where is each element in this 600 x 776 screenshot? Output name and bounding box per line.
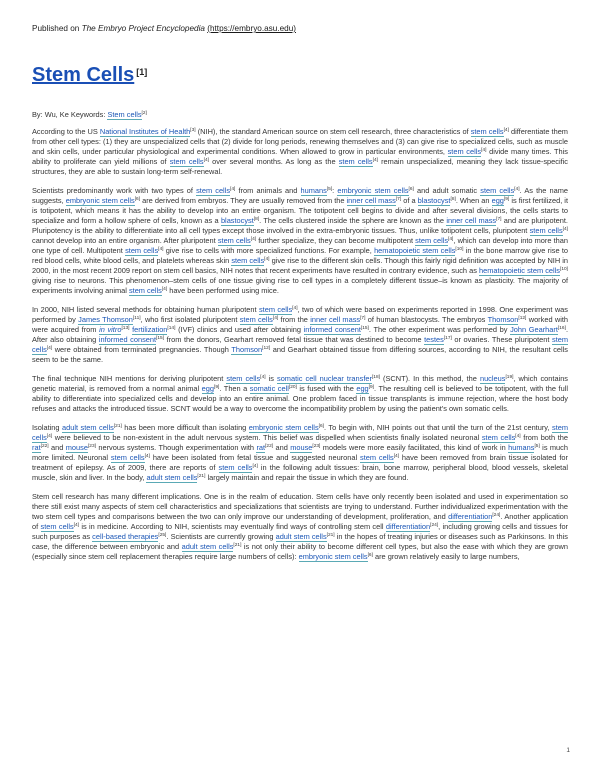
inline-link[interactable]: stem cells xyxy=(481,433,516,442)
text-run: has been more difficult than isolating xyxy=(121,423,249,432)
text-run: , two of which were based on experiments reported in 1998. One experiment was performed by xyxy=(32,305,568,324)
text-run: is xyxy=(265,374,277,383)
inline-link[interactable]: rat xyxy=(256,443,266,452)
text-run: . When an xyxy=(455,196,492,205)
reference-marker: [16] xyxy=(557,326,566,331)
text-run: differentiate them from other cell types: (1) they are unspecialized cells that (2) divide for long periods, renewing themselves and (3) can give rise to specialized cells, such as muscle and skin cells, under particular physiological and experimental conditions. When allowed to grow in particular environments, xyxy=(32,127,568,156)
text-run: divide many times. This ability to proliferate can yield millions of xyxy=(32,147,568,166)
text-run: in the bone marrow give rise to red blood cells, white blood cells, and platelets whereas skin xyxy=(32,246,568,265)
text-run: (IVF) clinics and used after obtaining xyxy=(175,325,304,334)
text-run: . The resulting cell is believed to be totipotent, with the full ability to differentiate into specialized cells and develop into an entire animal. One problem faced in tissue transplants is immune rejection, where the host body refuses and attacks the introduced tissue. SCNT would be a way to overcome the incompatibility problem by using the patient's own somatic cells. xyxy=(32,384,568,413)
reference-marker: [19] xyxy=(505,375,514,380)
keyword-link[interactable]: Stem cells xyxy=(107,110,142,119)
paragraph xyxy=(32,127,568,177)
inline-link[interactable]: in vitro xyxy=(99,325,122,334)
text-run: have been performed using mice. xyxy=(167,286,279,295)
reference-marker: [6] xyxy=(318,424,324,429)
text-run: have been removed from brain tissue isolated for treatment of epilepsy. As of 2009, there are reports of xyxy=(32,453,568,472)
inline-link[interactable]: James Thomson xyxy=(78,315,133,324)
inline-link[interactable]: Thomson xyxy=(231,345,263,354)
text-run: The final technique NIH mentions for deriving pluripotent xyxy=(32,374,227,383)
text-run: give rise to cells with more specialized functions. For example, xyxy=(163,246,375,255)
inline-link[interactable]: John Gearhart xyxy=(510,325,558,334)
reference-marker: [24] xyxy=(492,513,501,518)
reference-marker: [4] xyxy=(252,464,258,469)
text-run: is first fertilized, it is totipotent, which means it has the ability to develop into an entire organism. The totipotent cell begins to divide and after several divisions, the cells starts to specialize and form a hollow sphere of cells, known as a xyxy=(32,196,568,225)
inline-link[interactable]: rat xyxy=(32,443,41,452)
text-run: largely maintain and repair the tissue in which they are found. xyxy=(205,473,409,482)
reference-marker: [4] xyxy=(515,434,521,439)
reference-marker: [23] xyxy=(87,444,96,449)
reference-marker: [4] xyxy=(46,346,53,351)
inline-link[interactable]: stem cells xyxy=(125,246,159,255)
inline-link[interactable]: inner cell mass xyxy=(346,196,396,205)
inline-link[interactable]: embryonic stem cells xyxy=(65,196,135,205)
publication-name: The Embryo Project Encyclopedia xyxy=(81,24,205,33)
inline-link[interactable]: stem cells xyxy=(32,423,569,442)
inline-link[interactable]: mouse xyxy=(65,443,88,452)
inline-link[interactable]: egg xyxy=(491,196,504,205)
inline-link[interactable]: nucleus xyxy=(479,374,506,383)
reference-marker: [4] xyxy=(292,306,298,311)
page-title[interactable]: Stem Cells xyxy=(32,64,135,86)
reference-marker: [8] xyxy=(253,217,260,222)
reference-marker: [15] xyxy=(156,336,165,341)
reference-marker: [10] xyxy=(455,247,464,252)
reference-marker: [4] xyxy=(372,158,378,163)
reference-marker: [21] xyxy=(197,474,206,479)
text-run: , who first isolated pluripotent xyxy=(140,315,240,324)
text-run: and are pluripotent. Pluripotency is the ability to differentiate into all cell types except those involved in the extra-embryonic tissues. Thus, unlike totipotent cells, pluripotent xyxy=(32,216,568,235)
reference-marker: [10] xyxy=(559,267,568,272)
reference-marker: [22] xyxy=(40,444,49,449)
reference-marker: [21] xyxy=(326,533,335,538)
reference-marker: [25] xyxy=(158,533,167,538)
inline-link[interactable]: stem cells xyxy=(110,453,145,462)
reference-marker: [8] xyxy=(450,197,456,202)
title-row xyxy=(32,64,147,87)
reference-marker: [4] xyxy=(481,148,487,153)
inline-link[interactable]: adult stem cells xyxy=(181,542,234,551)
inline-link[interactable]: inner cell mass xyxy=(446,216,497,225)
text-run: or ovaries. These pluripotent xyxy=(451,335,552,344)
reference-marker: [4] xyxy=(264,257,270,262)
reference-marker: [11] xyxy=(132,316,141,321)
reference-marker: [3] xyxy=(190,128,196,133)
reference-marker: [4] xyxy=(203,158,209,163)
inline-link[interactable]: adult stem cells xyxy=(146,473,198,482)
inline-link[interactable]: blastocyst xyxy=(220,216,254,225)
text-run: nervous systems. Though experimentation with xyxy=(95,443,257,452)
text-run: . The cells clustered inside the sphere are known as the xyxy=(259,216,447,225)
inline-link[interactable]: fertilization xyxy=(132,325,168,334)
inline-link[interactable]: National Institutes of Health xyxy=(99,127,191,136)
reference-marker: [4] xyxy=(161,287,168,292)
reference-marker: [21] xyxy=(113,424,122,429)
inline-link[interactable]: hematopoietic stem cells xyxy=(478,266,560,275)
text-run: are derived from embryos. They are usually removed from the xyxy=(140,196,347,205)
reference-marker: [20] xyxy=(288,385,297,390)
text-run: from the donors, Gearhart removed fetal tissue that was destined to become xyxy=(164,335,425,344)
text-run: , which contains genetic material, is removed from a normal animal xyxy=(32,374,569,393)
text-run: over several months. As long as the xyxy=(208,157,339,166)
inline-link[interactable]: testes xyxy=(424,335,444,344)
reference-marker: [9] xyxy=(214,385,220,390)
text-run: According to the US xyxy=(32,127,100,136)
inline-link[interactable]: somatic cell nuclear transfer xyxy=(277,374,372,383)
inline-link[interactable]: egg xyxy=(356,384,369,393)
inline-link[interactable]: stem cells xyxy=(128,286,162,295)
byline xyxy=(32,110,147,119)
reference-marker: [15] xyxy=(360,326,369,331)
reference-marker: [5] xyxy=(534,444,540,449)
inline-link[interactable]: stem cells xyxy=(360,453,394,462)
reference-marker: [14] xyxy=(167,326,176,331)
text-run: is in medicine. According to NIH, scientists may eventually find ways of controlling stem cell xyxy=(79,522,386,531)
text-run: Isolating xyxy=(32,423,63,432)
text-run: in the following adult tissues: brain, bone marrow, peripheral blood, blood vessels, skeletal muscle, skin and liver. In the body, xyxy=(32,463,568,482)
reference-marker: [21] xyxy=(233,543,242,548)
article-body xyxy=(32,127,568,571)
text-run: and Gearhart obtained tissue from differing sources, according to NIH, the resultant cells seem to be the same. xyxy=(32,345,568,364)
text-run: remain unspecialized, meaning they lack tissue-specific structures, they are able to sustain long-term self-renewal. xyxy=(32,157,568,176)
inline-link[interactable]: differentiation xyxy=(448,512,493,521)
title-ref: [1] xyxy=(136,66,148,77)
text-run: and adult somatic xyxy=(413,186,481,195)
text-run: of a xyxy=(401,196,418,205)
inline-link[interactable]: inner cell mass xyxy=(310,315,361,324)
text-run: and xyxy=(48,443,66,452)
text-run: of human blastocysts. The embryos xyxy=(365,315,488,324)
inline-link[interactable]: stem cells xyxy=(40,522,74,531)
reference-marker: [22] xyxy=(265,444,274,449)
text-run: cannot develop into an entire organism. After pluripotent xyxy=(32,236,218,245)
text-run: and xyxy=(273,443,291,452)
inline-link[interactable]: stem cells xyxy=(169,157,204,166)
text-run: . To begin with, NIH points out that until the turn of the 21st century, xyxy=(323,423,552,432)
reference-marker: [4] xyxy=(562,227,568,232)
inline-link[interactable]: differentiation xyxy=(385,522,431,531)
inline-link[interactable]: embryonic stem cells xyxy=(248,423,319,432)
text-run: , including growing cells and tissues for such purposes as xyxy=(32,522,569,541)
reference-marker: [5] xyxy=(326,187,333,192)
text-run: is much more limited. Neuronal xyxy=(32,443,568,462)
reference-marker: [13] xyxy=(121,326,130,331)
reference-marker: [12] xyxy=(262,346,271,351)
inline-link[interactable]: stem cells xyxy=(338,157,373,166)
reference-marker: [4] xyxy=(250,237,257,242)
inline-link[interactable]: stem cells xyxy=(231,256,265,265)
reference-marker: [7] xyxy=(360,316,366,321)
inline-link[interactable]: embryonic stem cells xyxy=(298,552,368,561)
text-run: Scientists predominantly work with two types of xyxy=(32,186,197,195)
inline-link[interactable]: stem cells xyxy=(32,335,569,354)
reference-marker: [4] xyxy=(46,434,53,439)
paragraph xyxy=(32,305,568,365)
inline-link[interactable]: adult stem cells xyxy=(275,532,327,541)
text-run: were obtained from terminated pregnancies. Though xyxy=(52,345,232,354)
text-run: : xyxy=(332,186,338,195)
inline-link[interactable]: stem cells xyxy=(529,226,563,235)
paragraph xyxy=(32,423,568,483)
inline-link[interactable]: stem cells xyxy=(480,186,515,195)
reference-marker: [4] xyxy=(272,316,279,321)
inline-link[interactable]: stem cells xyxy=(218,463,253,472)
inline-link[interactable]: somatic cell xyxy=(249,384,289,393)
inline-link[interactable]: stem cells xyxy=(470,127,504,136)
text-run: is not only their ability to become different cell types, but also the ease with which they are grown (especially since stem cell replacement therapies require large numbers of cells): xyxy=(32,542,568,561)
reference-marker: [9] xyxy=(503,197,510,202)
inline-link[interactable]: informed consent xyxy=(303,325,361,334)
inline-link[interactable]: stem cells xyxy=(447,147,482,156)
inline-link[interactable]: stem cells xyxy=(258,305,293,314)
reference-marker: [4] xyxy=(158,247,164,252)
text-run: have been isolated from fetal tissue and suggested neuronal xyxy=(149,453,361,462)
published-line xyxy=(32,24,296,33)
text-run: further specialize, they can become multipotent xyxy=(256,236,416,245)
inline-link[interactable]: embryonic stem cells xyxy=(337,186,409,195)
text-run: . The other experiment was performed by xyxy=(368,325,511,334)
text-run: models were more easily facilitated, this kind of work in xyxy=(320,443,509,452)
reference-marker: [4] xyxy=(503,128,509,133)
site-url-link[interactable]: (https://embryo.asu.edu) xyxy=(207,24,296,33)
text-run: giving rise to neurons. This phenomenon–stem cells of one tissue giving rise to cell types in a completely different tissue–is known as plasticity. The majority of experiments involving animal xyxy=(32,276,568,295)
page-number: 1 xyxy=(566,747,570,754)
text-run: were believed to be non-existent in the adult nervous system. This belief was dispelled when scientists finally isolated neuronal xyxy=(52,433,482,442)
inline-link[interactable]: informed consent xyxy=(98,335,157,344)
reference-marker: [17] xyxy=(443,336,452,341)
inline-link[interactable]: adult stem cells xyxy=(62,423,114,432)
inline-link[interactable]: stem cells xyxy=(196,186,231,195)
reference-marker: [9] xyxy=(368,385,375,390)
text-run: Stem cell research has many different implications. One is in the realm of education. Stem cells have only recently been isolated and used in experimentation so there still exist many aspects of stem cell characteristics and specializations that scientists are trying to understand. Further individualized experimentation with the two stem cell types and comparisons between the two can only improve our understanding of development, proliferation, and xyxy=(32,492,568,521)
reference-marker: [24] xyxy=(430,523,439,528)
reference-marker: [4] xyxy=(144,454,150,459)
keyword-ref: [2] xyxy=(141,111,147,116)
paragraph xyxy=(32,492,568,562)
inline-link[interactable]: stem cells xyxy=(226,374,261,383)
text-run: worked with were acquired from xyxy=(32,315,569,334)
byline-prefix: By: Wu, Ke Keywords: xyxy=(32,110,106,119)
inline-link[interactable]: stem cells xyxy=(239,315,273,324)
reference-marker: [4] xyxy=(73,523,79,528)
text-run: from the xyxy=(278,315,311,324)
inline-link[interactable]: humans xyxy=(508,443,535,452)
text-run: (SCNT). In this method, the xyxy=(379,374,480,383)
text-run: . After also obtaining xyxy=(32,325,568,344)
reference-marker: [6] xyxy=(408,187,414,192)
text-run: is fused with the xyxy=(296,384,357,393)
text-run: from animals and xyxy=(235,186,301,195)
text-run: , which can develop into more than one type of cell. Multipotent xyxy=(32,236,568,255)
reference-marker: [7] xyxy=(395,197,402,202)
reference-marker: [6] xyxy=(367,553,373,558)
inline-link[interactable]: hematopoietic stem cells xyxy=(374,246,456,255)
text-run: . Then a xyxy=(219,384,250,393)
text-run: . As the name suggests, xyxy=(32,186,569,205)
inline-link[interactable]: cell-based therapies xyxy=(92,532,159,541)
text-run: (NIH), the standard American source on stem cell research, three characteristics of xyxy=(195,127,471,136)
inline-link[interactable]: blastocyst xyxy=(417,196,451,205)
text-run: . Another application of xyxy=(32,512,568,531)
reference-marker: [18] xyxy=(371,375,380,380)
reference-marker: [4] xyxy=(230,187,236,192)
reference-marker: [23] xyxy=(312,444,321,449)
published-prefix: Published on xyxy=(32,24,82,33)
inline-link[interactable]: stem cells xyxy=(217,236,251,245)
reference-marker: [4] xyxy=(260,375,266,380)
text-run: . Scientists are currently growing xyxy=(166,532,276,541)
text-run: in the hopes of treating injuries or diseases such as Parkinsons. In this case, the difference between embryonic and xyxy=(32,532,568,551)
reference-marker: [4] xyxy=(514,187,520,192)
inline-link[interactable]: stem cells xyxy=(415,236,449,245)
reference-marker: [4] xyxy=(393,454,400,459)
reference-marker: [12] xyxy=(518,316,527,321)
reference-marker: [7] xyxy=(496,217,502,222)
paragraph xyxy=(32,374,568,414)
text-run: from both the xyxy=(520,433,568,442)
paragraph xyxy=(32,186,568,296)
reference-marker: [6] xyxy=(134,197,141,202)
inline-link[interactable]: egg xyxy=(201,384,215,393)
inline-link[interactable]: humans xyxy=(300,186,327,195)
text-run: give rise to the different skin cells. Though this fairly rigid definition was accepted by NIH in 2000, in the most recent 2009 report on stem cell basics, NIH notes that recent experiments have resulted in contrary evidence, such as xyxy=(32,256,568,275)
text-run: In 2000, NIH listed several methods for obtaining human pluripotent xyxy=(32,305,259,314)
inline-link[interactable]: Thomson xyxy=(487,315,519,324)
inline-link[interactable]: mouse xyxy=(290,443,313,452)
text-run: are grown relatively easily to large numbers, xyxy=(372,552,520,561)
reference-marker: [4] xyxy=(448,237,454,242)
